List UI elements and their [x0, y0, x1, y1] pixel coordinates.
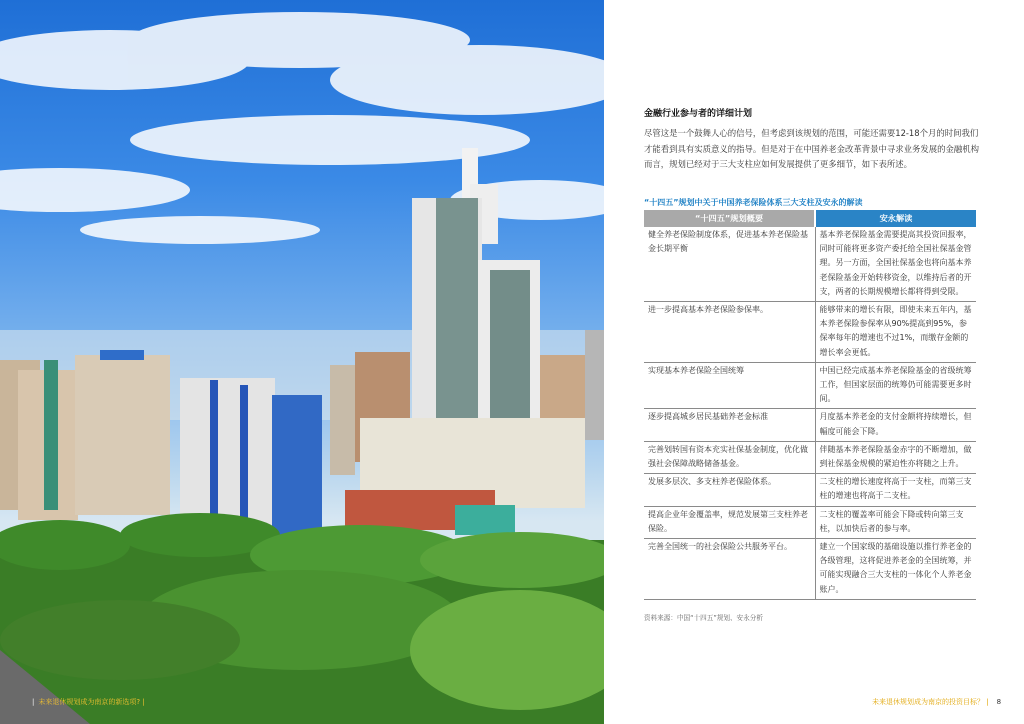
- table-row: [644, 506, 976, 538]
- plan-cell: 逐步提高城乡居民基础养老金标准: [644, 409, 815, 441]
- interpretation-cell: 基本养老保险基金需要提高其投资回报率，同时可能将更多资产委托给全国社保基金管理。另一方面，全国社保基金也将向基本养老保险基金开始转移资金，以维持后者的开支，两者的长期规模增长都将得到受限。: [815, 227, 976, 302]
- header-ey-interpretation: 安永解读: [815, 210, 976, 227]
- plan-cell: 实现基本养老保险全国统筹: [644, 362, 815, 409]
- table-row: [644, 227, 976, 302]
- footer-left: | 未来退休规划成为南京的新选项? |: [32, 698, 145, 706]
- footer-right: [872, 697, 1001, 707]
- plan-cell: 完善全国统一的社会保险公共服务平台。: [644, 539, 815, 600]
- table-row: [644, 441, 976, 473]
- table-title: “十四五”规划中关于中国养老保险体系三大支柱及安永的解读: [644, 198, 863, 207]
- intro-paragraph: 尽管这是一个鼓舞人心的信号，但考虑到该规划的范围，可能还需要12-18个月的时间我们才能看到具有实质意义的指导。但是对于在中国养老金改革背景中寻求业务发展的金融机构而言，规划已经对于三大支柱应如何发展提供了更多细节，如下表所述。: [644, 128, 979, 169]
- glass-building: [455, 505, 515, 535]
- plan-cell: 完善划转国有资本充实社保基金制度，优化做强社会保障战略储备基金。: [644, 441, 815, 473]
- interpretation-cell: 中国已经完成基本养老保险基金的省级统筹工作，但国家层面的统筹仍可能需要更多时间。: [815, 362, 976, 409]
- plan-table: [644, 210, 976, 600]
- footer-left-text: 未来退休规划成为南京的新选项? |: [38, 698, 145, 706]
- interpretation-cell: 建立一个国家级的基础设施以推行养老金的各级管理，这将促进养老金的全国统筹，并可能实现融合三大支柱的一体化个人养老金账户。: [815, 539, 976, 600]
- interpretation-cell: 二支柱的覆盖率可能会下降或转向第三支柱，以加快后者的参与率。: [815, 506, 976, 538]
- plan-cell: 健全养老保险制度体系，促进基本养老保险基金长期平衡: [644, 227, 815, 302]
- interpretation-cell: 能够带来的增长有限，即使未来五年内，基本养老保险参保率从90%提高到95%，参保率每年的增速也不过1%，而缴存金额的增长率会更低。: [815, 302, 976, 363]
- plan-cell: 进一步提高基本养老保险参保率。: [644, 302, 815, 363]
- table-row: [644, 474, 976, 506]
- interpretation-cell: 伴随基本养老保险基金赤字的不断增加，做到社保基金规模的紧迫性亦将随之上升。: [815, 441, 976, 473]
- section-title: 金融行业参与者的详细计划: [644, 109, 753, 119]
- table-row: [644, 302, 976, 363]
- right-page: [604, 0, 1024, 724]
- plan-cell: 提高企业年金覆盖率，规范发展第三支柱养老保险。: [644, 506, 815, 538]
- clouds: [0, 12, 604, 244]
- table-header-row: [644, 210, 976, 227]
- plan-cell: 发展多层次、多支柱养老保险体系。: [644, 474, 815, 506]
- table-row: [644, 409, 976, 441]
- page-number: 8: [996, 698, 1002, 706]
- trees: [0, 513, 604, 724]
- source-note: 资料来源：中国“十四五”规划、安永分析: [644, 614, 763, 622]
- interpretation-cell: 月度基本养老金的支付金额将持续增长，但幅度可能会下降。: [815, 409, 976, 441]
- footer-right-text: 未来退休规划成为南京的投资目标？ |: [872, 698, 989, 706]
- table-row: [644, 362, 976, 409]
- header-plan-summary: “十四五”规划概要: [644, 210, 815, 227]
- table-row: [644, 539, 976, 600]
- interpretation-cell: 二支柱的增长速度将高于一支柱，而第三支柱的增速也将高于二支柱。: [815, 474, 976, 506]
